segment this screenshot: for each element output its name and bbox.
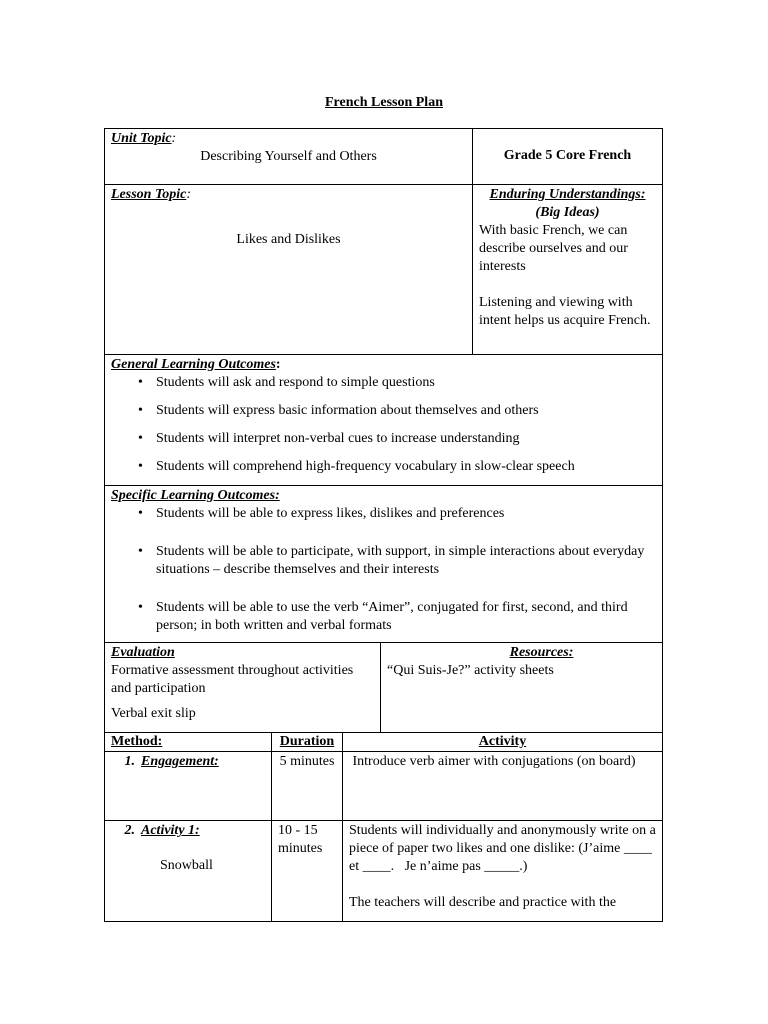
grade-cell (473, 129, 663, 184)
general-outcomes-colon: : (275, 357, 281, 372)
general-outcomes-row (105, 355, 663, 486)
specific-outcomes-row (105, 486, 663, 643)
activity-header: Activity (343, 733, 663, 751)
evaluation-text-1: Formative assessment throughout activities and participation (111, 663, 354, 696)
grade-label: Grade 5 Core French (503, 148, 632, 163)
enduring-understanding-1: With basic French, we can describe ourselves and our interests (479, 223, 628, 274)
enduring-understandings-heading: Enduring Understandings: (489, 187, 646, 202)
resources-text: “Qui Suis-Je?” activity sheets (387, 663, 554, 678)
method-number: 1. (124, 754, 135, 769)
list-item: • Students will ask and respond to simple questions (111, 374, 656, 392)
method-cell (105, 752, 272, 820)
list-item: • Students will be able to express likes, dislikes and preferences (111, 505, 656, 523)
method-header-row (105, 733, 663, 752)
general-outcomes-list (111, 374, 656, 476)
general-outcomes-cell (105, 355, 663, 485)
unit-topic-row (105, 129, 663, 185)
duration-cell: 10 - 15 minutes (272, 821, 343, 921)
specific-outcomes-list (111, 505, 656, 635)
list-item: • Students will be able to participate, with support, in simple interactions about everyday situations – describe themselves and their interests (111, 543, 656, 579)
table-row (105, 752, 663, 821)
activity-text: Students will individually and anonymously write on a piece of paper two likes and one dislike: (J’aime ____ et ____. Je n’aime pas _____.) (349, 823, 660, 874)
evaluation-text-2: Verbal exit slip (111, 706, 196, 721)
lesson-topic-label: Lesson Topic (111, 187, 187, 202)
method-name: Activity 1: (141, 823, 200, 838)
specific-outcomes-cell (105, 486, 663, 642)
resources-cell (381, 643, 663, 732)
general-outcomes-heading: General Learning Outcomes (111, 357, 276, 372)
activity-text-2: The teachers will describe and practice with the (349, 895, 617, 910)
resources-heading: Resources: (509, 645, 574, 660)
enduring-understandings-cell (473, 185, 663, 354)
enduring-understanding-2: Listening and viewing with intent helps us acquire French. (479, 295, 651, 328)
unit-topic-value: Describing Yourself and Others (200, 149, 377, 164)
duration-header: Duration (272, 733, 343, 751)
method-subtitle: Snowball (160, 858, 213, 873)
list-item: • Students will express basic information about themselves and others (111, 402, 656, 420)
big-ideas-subheading: (Big Ideas) (535, 205, 600, 220)
activity-cell (343, 821, 663, 921)
evaluation-row (105, 643, 663, 733)
list-item: • Students will be able to use the verb “Aimer”, conjugated for first, second, and third person; in both written and verbal formats (111, 599, 656, 635)
duration-cell: 5 minutes (272, 752, 343, 820)
method-cell (105, 821, 272, 921)
evaluation-cell (105, 643, 381, 732)
lesson-topic-value: Likes and Dislikes (236, 232, 341, 247)
list-item: • Students will interpret non-verbal cues to increase understanding (111, 430, 656, 448)
evaluation-heading: Evaluation (111, 645, 175, 660)
lesson-topic-colon: : (186, 187, 191, 202)
method-number: 2. (124, 823, 135, 838)
method-name: Engagement: (141, 754, 219, 769)
lesson-topic-row (105, 185, 663, 355)
document-title: French Lesson Plan (325, 95, 443, 110)
lesson-plan-table (104, 128, 663, 922)
table-row (105, 821, 663, 922)
unit-topic-colon: : (171, 131, 177, 146)
specific-outcomes-heading: Specific Learning Outcomes: (111, 488, 280, 503)
unit-topic-label: Unit Topic (111, 131, 172, 146)
method-header: Method: (105, 733, 272, 751)
lesson-topic-cell (105, 185, 473, 354)
activity-cell (343, 752, 663, 820)
list-item: • Students will comprehend high-frequency vocabulary in slow-clear speech (111, 458, 656, 476)
activity-text: Introduce verb aimer with conjugations (on board) (349, 754, 636, 769)
unit-topic-cell (105, 129, 473, 184)
